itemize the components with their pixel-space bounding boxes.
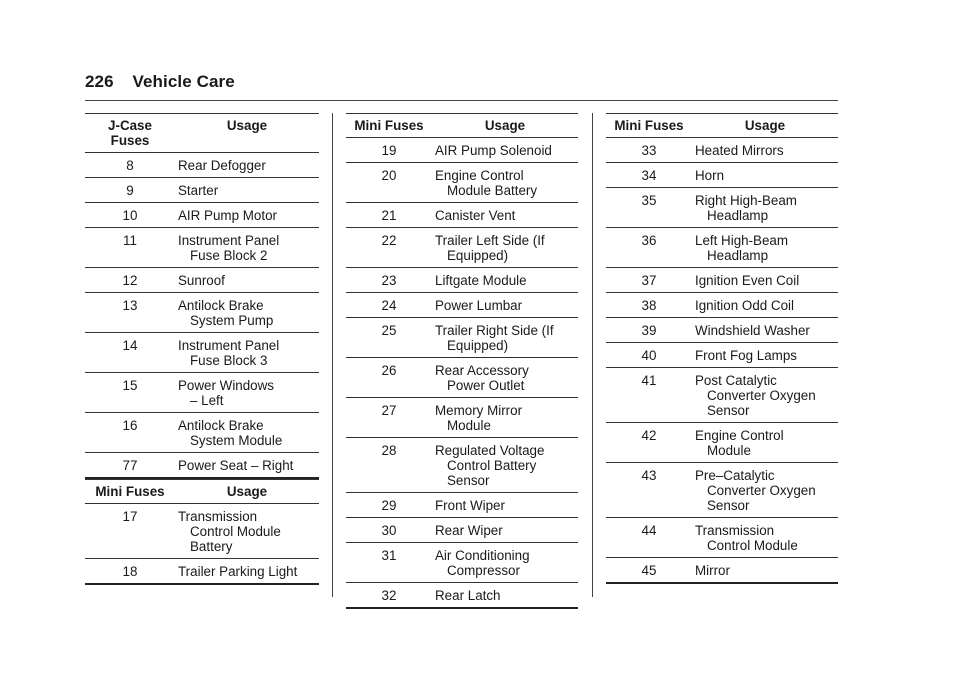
table-row bbox=[346, 543, 578, 583]
fuse-usage bbox=[175, 504, 319, 559]
fuse-usage bbox=[432, 163, 578, 203]
text-line: Converter Oxygen bbox=[707, 483, 816, 498]
text-line: 24 bbox=[381, 298, 397, 313]
table-row bbox=[346, 583, 578, 609]
fuse-number bbox=[85, 203, 175, 228]
text-line: 43 bbox=[641, 468, 657, 483]
table-row bbox=[85, 268, 319, 293]
fuse-number bbox=[606, 228, 692, 268]
table-row bbox=[85, 228, 319, 268]
text-line: Sensor bbox=[707, 403, 750, 418]
text-line: Sensor bbox=[447, 473, 490, 488]
fuse-usage bbox=[175, 373, 319, 413]
text-line: Trailer Parking Light bbox=[178, 564, 298, 579]
fuse-number bbox=[346, 293, 432, 318]
text-line: Control Module bbox=[707, 538, 798, 553]
fuse-usage bbox=[175, 413, 319, 453]
mini-fuses-table-2 bbox=[346, 113, 578, 609]
fuse-usage bbox=[175, 228, 319, 268]
fuse-number bbox=[85, 228, 175, 268]
usage-column-header bbox=[692, 114, 838, 138]
text-line: 18 bbox=[122, 564, 138, 579]
table-row bbox=[606, 463, 838, 518]
fuse-number bbox=[85, 504, 175, 559]
text-line: 22 bbox=[381, 233, 397, 248]
text-line: 35 bbox=[641, 193, 657, 208]
table-row bbox=[606, 318, 838, 343]
fuse-number bbox=[85, 153, 175, 178]
usage-column-header bbox=[175, 114, 319, 153]
text-line: 77 bbox=[122, 458, 138, 473]
text-line: Sunroof bbox=[178, 273, 225, 288]
fuse-usage bbox=[692, 463, 838, 518]
fuse-column-header bbox=[85, 480, 175, 504]
fuse-usage bbox=[432, 493, 578, 518]
fuse-usage bbox=[432, 203, 578, 228]
table-header-row bbox=[606, 114, 838, 138]
text-line: Rear Wiper bbox=[435, 523, 503, 538]
fuse-number bbox=[606, 558, 692, 584]
table-row bbox=[346, 358, 578, 398]
text-line: 30 bbox=[381, 523, 397, 538]
fuse-usage bbox=[432, 543, 578, 583]
text-line: 26 bbox=[381, 363, 397, 378]
fuse-number bbox=[606, 163, 692, 188]
fuse-number bbox=[85, 453, 175, 479]
fuse-number bbox=[346, 163, 432, 203]
text-line: Converter Oxygen bbox=[707, 388, 816, 403]
fuse-usage bbox=[432, 228, 578, 268]
usage-column-header bbox=[175, 480, 319, 504]
text-line: 17 bbox=[122, 509, 138, 524]
table-row bbox=[606, 343, 838, 368]
text-line: 14 bbox=[122, 338, 138, 353]
fuse-usage bbox=[432, 358, 578, 398]
text-line: Mini Fuses bbox=[354, 118, 424, 133]
text-line: Mirror bbox=[695, 563, 730, 578]
fuse-usage bbox=[692, 268, 838, 293]
fuse-number bbox=[346, 398, 432, 438]
fuse-number bbox=[346, 493, 432, 518]
fuse-column-header bbox=[346, 114, 432, 138]
table-row bbox=[606, 188, 838, 228]
text-line: 34 bbox=[641, 168, 657, 183]
fuse-number bbox=[85, 293, 175, 333]
text-line: Battery bbox=[190, 539, 233, 554]
mini-fuses-table-1 bbox=[85, 479, 319, 585]
text-line: 15 bbox=[122, 378, 138, 393]
text-line: Power Seat – Right bbox=[178, 458, 294, 473]
table-row bbox=[85, 373, 319, 413]
table-row bbox=[606, 518, 838, 558]
table-row bbox=[346, 518, 578, 543]
fuse-usage bbox=[175, 333, 319, 373]
text-line: 39 bbox=[641, 323, 657, 338]
text-line: 27 bbox=[381, 403, 397, 418]
fuse-usage bbox=[432, 293, 578, 318]
text-line: Sensor bbox=[707, 498, 750, 513]
fuse-number bbox=[346, 318, 432, 358]
text-line: Front Wiper bbox=[435, 498, 505, 513]
fuse-usage bbox=[175, 178, 319, 203]
fuse-usage bbox=[432, 438, 578, 493]
text-line: – Left bbox=[190, 393, 224, 408]
fuse-usage bbox=[175, 153, 319, 178]
fuse-usage bbox=[432, 268, 578, 293]
fuse-number bbox=[346, 518, 432, 543]
fuse-number bbox=[606, 293, 692, 318]
text-line: Power Windows bbox=[178, 378, 274, 393]
text-line: Antilock Brake bbox=[178, 298, 264, 313]
text-line: Front Fog Lamps bbox=[695, 348, 797, 363]
table-row bbox=[346, 138, 578, 163]
text-line: Engine Control bbox=[695, 428, 784, 443]
text-line: 13 bbox=[122, 298, 138, 313]
table-row bbox=[606, 163, 838, 188]
text-line: Regulated Voltage bbox=[435, 443, 545, 458]
text-line: 45 bbox=[641, 563, 657, 578]
fuse-usage bbox=[432, 398, 578, 438]
text-line: 10 bbox=[122, 208, 138, 223]
text-line: Trailer Left Side (If bbox=[435, 233, 545, 248]
table-row bbox=[85, 333, 319, 373]
fuse-usage bbox=[692, 228, 838, 268]
text-line: Ignition Odd Coil bbox=[695, 298, 794, 313]
text-line: 33 bbox=[641, 143, 657, 158]
fuse-number bbox=[606, 343, 692, 368]
table-header-row bbox=[85, 480, 319, 504]
text-line: 37 bbox=[641, 273, 657, 288]
text-line: Fuse Block 2 bbox=[190, 248, 268, 263]
text-line: Pre–Catalytic bbox=[695, 468, 775, 483]
fuse-number bbox=[346, 358, 432, 398]
fuse-usage bbox=[175, 268, 319, 293]
j-case-fuses-table bbox=[85, 113, 319, 479]
text-line: 19 bbox=[381, 143, 397, 158]
table-row bbox=[346, 268, 578, 293]
table-row bbox=[606, 138, 838, 163]
fuse-usage bbox=[692, 343, 838, 368]
fuse-usage bbox=[175, 559, 319, 585]
text-line: 38 bbox=[641, 298, 657, 313]
text-line: Usage bbox=[226, 118, 268, 133]
fuse-usage bbox=[692, 423, 838, 463]
table-row bbox=[85, 453, 319, 479]
text-line: Left High-Beam bbox=[695, 233, 789, 248]
table-row bbox=[85, 178, 319, 203]
fuse-number bbox=[85, 268, 175, 293]
text-line: 44 bbox=[641, 523, 657, 538]
text-line: Usage bbox=[744, 118, 786, 133]
text-line: Mini Fuses bbox=[614, 118, 684, 133]
text-line: Equipped) bbox=[447, 248, 509, 263]
fuse-usage bbox=[432, 518, 578, 543]
table-row bbox=[346, 293, 578, 318]
text-line: Equipped) bbox=[447, 338, 509, 353]
table-row bbox=[606, 368, 838, 423]
text-line: 29 bbox=[381, 498, 397, 513]
table-row bbox=[85, 203, 319, 228]
text-line: Usage bbox=[226, 484, 268, 499]
text-line: Antilock Brake bbox=[178, 418, 264, 433]
text-line: Power Lumbar bbox=[435, 298, 523, 313]
table-row bbox=[606, 228, 838, 268]
fuse-usage bbox=[692, 138, 838, 163]
fuse-number bbox=[85, 178, 175, 203]
column-divider-2 bbox=[592, 113, 593, 597]
fuse-number bbox=[85, 559, 175, 585]
mini-fuses-table-3 bbox=[606, 113, 838, 584]
text-line: Rear Defogger bbox=[178, 158, 266, 173]
table-row bbox=[346, 228, 578, 268]
text-line: Instrument Panel bbox=[178, 233, 280, 248]
text-line: 41 bbox=[641, 373, 657, 388]
text-line: Trailer Right Side (If bbox=[435, 323, 554, 338]
header-divider bbox=[85, 100, 838, 101]
fuse-usage bbox=[692, 368, 838, 423]
fuse-number bbox=[346, 228, 432, 268]
fuse-number bbox=[606, 188, 692, 228]
text-line: 36 bbox=[641, 233, 657, 248]
table-header-row bbox=[85, 114, 319, 153]
table-row bbox=[606, 423, 838, 463]
text-line: System Module bbox=[190, 433, 283, 448]
table-row bbox=[606, 268, 838, 293]
table-row bbox=[346, 203, 578, 228]
text-line: 20 bbox=[381, 168, 397, 183]
text-line: 32 bbox=[381, 588, 397, 603]
text-line: Compressor bbox=[447, 563, 520, 578]
text-line: Liftgate Module bbox=[435, 273, 527, 288]
table-row bbox=[85, 413, 319, 453]
text-line: System Pump bbox=[190, 313, 274, 328]
text-line: Instrument Panel bbox=[178, 338, 280, 353]
fuse-number bbox=[606, 518, 692, 558]
text-line: Transmission bbox=[695, 523, 775, 538]
table-row bbox=[346, 493, 578, 518]
fuse-number bbox=[606, 138, 692, 163]
text-line: AIR Pump Motor bbox=[178, 208, 277, 223]
text-line: Module Battery bbox=[447, 183, 538, 198]
text-line: Control Module bbox=[190, 524, 281, 539]
text-line: Windshield Washer bbox=[695, 323, 810, 338]
table-row bbox=[85, 293, 319, 333]
fuse-usage bbox=[432, 318, 578, 358]
text-line: 21 bbox=[381, 208, 397, 223]
table-row bbox=[346, 398, 578, 438]
fuse-usage bbox=[692, 293, 838, 318]
table-row bbox=[346, 438, 578, 493]
text-line: 9 bbox=[126, 183, 134, 198]
fuse-number bbox=[606, 268, 692, 293]
table-row bbox=[85, 504, 319, 559]
text-line: J-Case bbox=[108, 118, 152, 133]
table-row bbox=[85, 559, 319, 585]
text-line: Ignition Even Coil bbox=[695, 273, 800, 288]
table-row bbox=[85, 153, 319, 178]
text-line: 23 bbox=[381, 273, 397, 288]
text-line: Rear Latch bbox=[435, 588, 501, 603]
text-line: Fuse Block 3 bbox=[190, 353, 268, 368]
fuse-number bbox=[606, 463, 692, 518]
fuse-number bbox=[606, 318, 692, 343]
text-line: 8 bbox=[126, 158, 134, 173]
text-line: Mini Fuses bbox=[95, 484, 165, 499]
text-line: Module bbox=[447, 418, 491, 433]
table-row bbox=[606, 558, 838, 584]
text-line: Rear Accessory bbox=[435, 363, 529, 378]
fuse-number bbox=[346, 583, 432, 609]
text-line: Control Battery bbox=[447, 458, 537, 473]
text-line: 31 bbox=[381, 548, 397, 563]
table-row bbox=[346, 163, 578, 203]
fuse-usage bbox=[692, 558, 838, 584]
fuse-usage bbox=[692, 163, 838, 188]
fuse-column-header bbox=[85, 114, 175, 153]
table-header-row bbox=[346, 114, 578, 138]
column-divider-1 bbox=[332, 113, 333, 597]
fuse-usage bbox=[175, 293, 319, 333]
text-line: Headlamp bbox=[707, 208, 769, 223]
text-line: Fuses bbox=[110, 133, 150, 148]
text-line: Usage bbox=[484, 118, 526, 133]
text-line: 42 bbox=[641, 428, 657, 443]
page-number: 226 bbox=[85, 72, 114, 91]
text-line: 40 bbox=[641, 348, 657, 363]
text-line: Headlamp bbox=[707, 248, 769, 263]
fuse-column-header bbox=[606, 114, 692, 138]
fuse-number bbox=[346, 203, 432, 228]
text-line: Engine Control bbox=[435, 168, 524, 183]
fuse-usage bbox=[692, 318, 838, 343]
text-line: Module bbox=[707, 443, 751, 458]
text-line: Right High-Beam bbox=[695, 193, 797, 208]
text-line: Memory Mirror bbox=[435, 403, 523, 418]
text-line: Power Outlet bbox=[447, 378, 525, 393]
fuse-number bbox=[346, 438, 432, 493]
text-line: 28 bbox=[381, 443, 397, 458]
fuse-usage bbox=[432, 583, 578, 609]
fuse-number bbox=[85, 373, 175, 413]
fuse-usage bbox=[692, 188, 838, 228]
text-line: 12 bbox=[122, 273, 138, 288]
text-line: Horn bbox=[695, 168, 725, 183]
text-line: 16 bbox=[122, 418, 138, 433]
fuse-usage bbox=[175, 453, 319, 479]
fuse-number bbox=[85, 333, 175, 373]
fuse-number bbox=[346, 138, 432, 163]
text-line: Starter bbox=[178, 183, 219, 198]
fuse-number bbox=[346, 543, 432, 583]
fuse-number bbox=[606, 423, 692, 463]
fuse-number bbox=[346, 268, 432, 293]
page-title: Vehicle Care bbox=[132, 72, 235, 91]
text-line: Transmission bbox=[178, 509, 258, 524]
page-header bbox=[85, 72, 235, 92]
fuse-usage bbox=[432, 138, 578, 163]
table-row bbox=[606, 293, 838, 318]
fuse-number bbox=[85, 413, 175, 453]
text-line: Heated Mirrors bbox=[695, 143, 784, 158]
text-line: Canister Vent bbox=[435, 208, 516, 223]
usage-column-header bbox=[432, 114, 578, 138]
text-line: Air Conditioning bbox=[435, 548, 530, 563]
fuse-usage bbox=[175, 203, 319, 228]
text-line: 25 bbox=[381, 323, 397, 338]
fuse-usage bbox=[692, 518, 838, 558]
fuse-number bbox=[606, 368, 692, 423]
text-line: 11 bbox=[123, 233, 137, 248]
table-row bbox=[346, 318, 578, 358]
text-line: Post Catalytic bbox=[695, 373, 777, 388]
text-line: AIR Pump Solenoid bbox=[435, 143, 552, 158]
